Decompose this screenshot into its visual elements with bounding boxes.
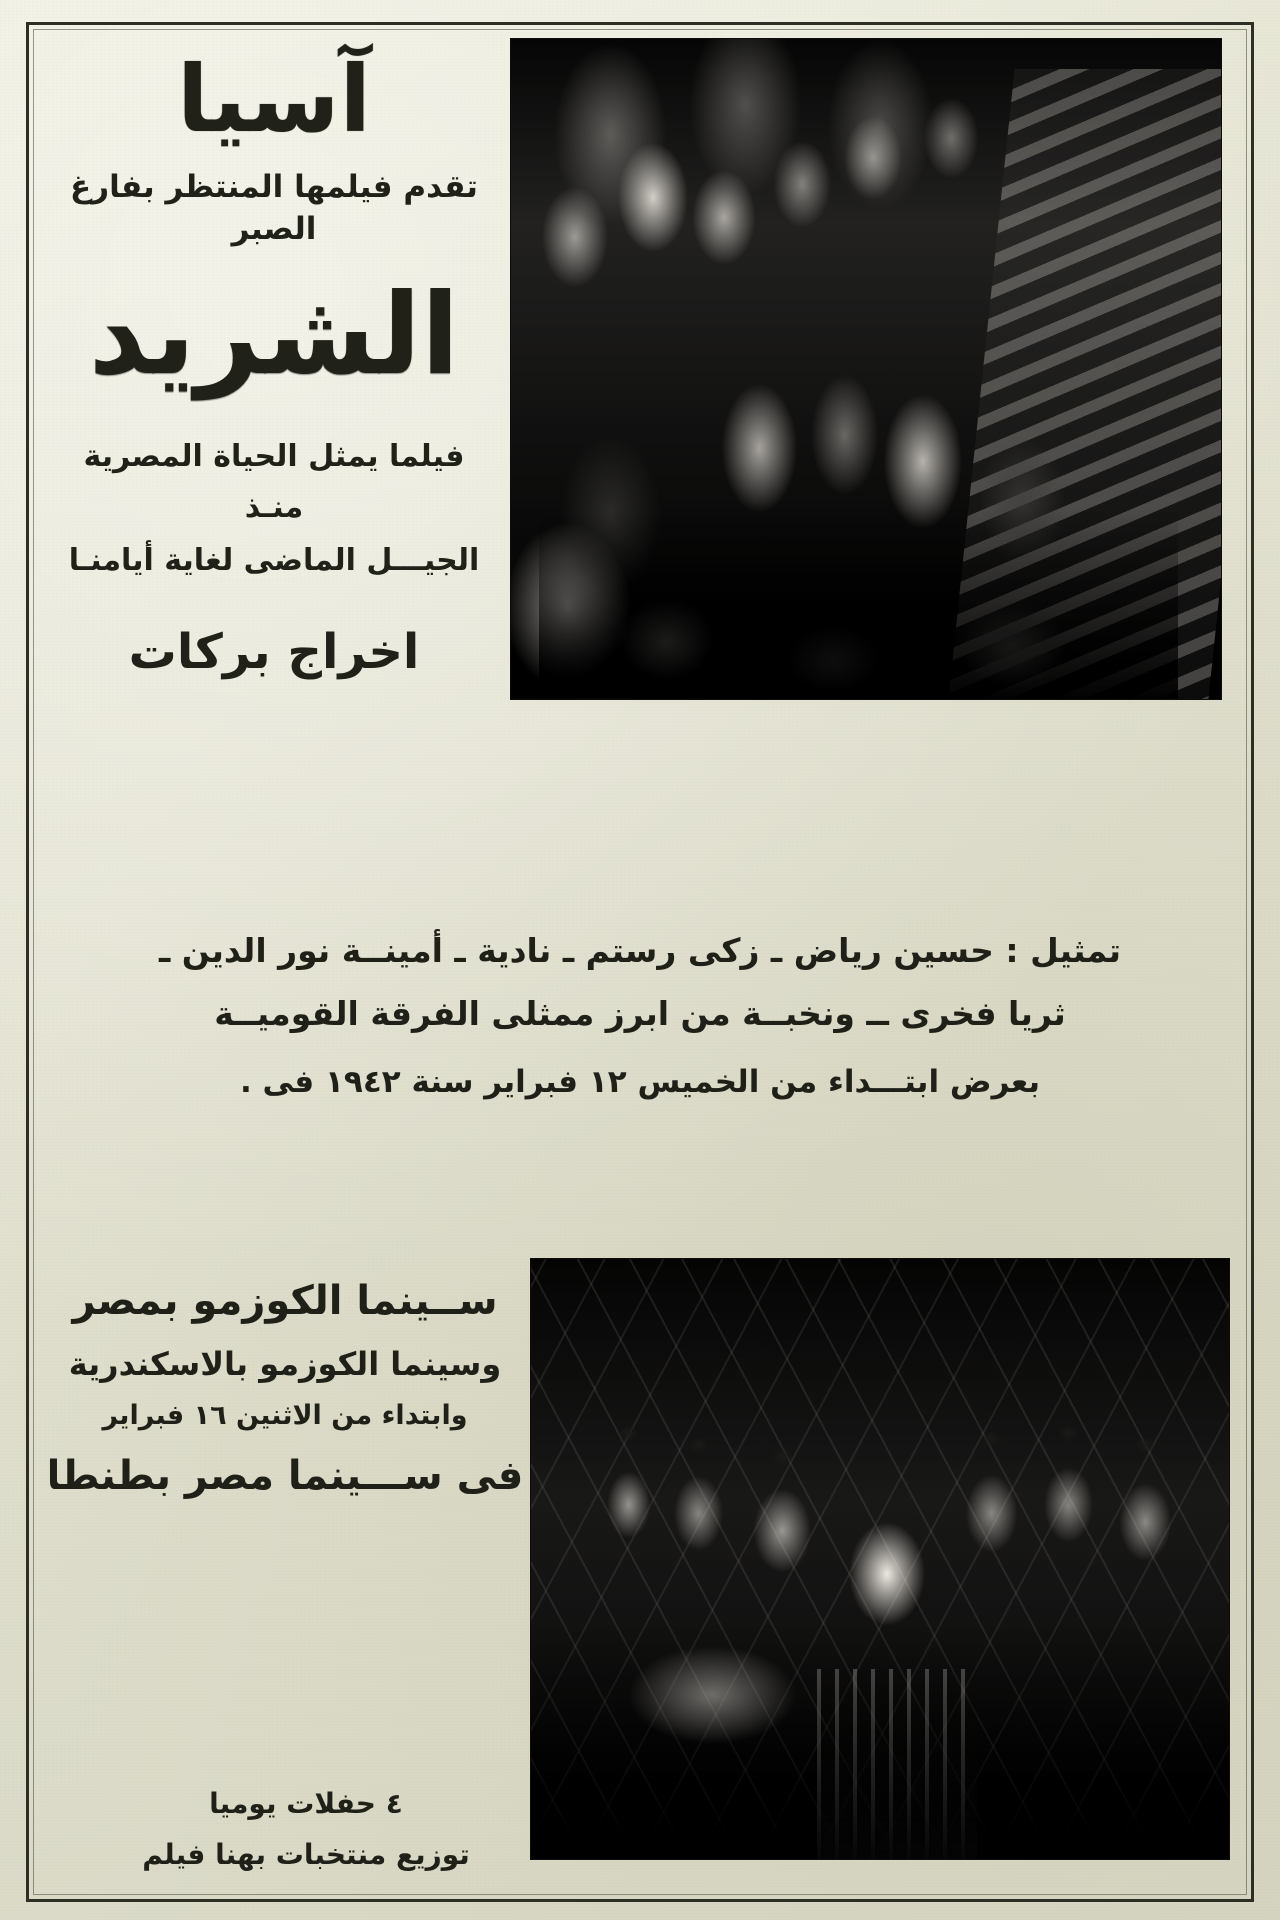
director-credit: اخراج بركات xyxy=(128,624,420,681)
title-column xyxy=(40,38,510,898)
release-date-line: بعرض ابتـــداء من الخميس ١٢ فبراير سنة ١٩٤٢ فى . xyxy=(239,1064,1040,1101)
cast-line-1: تمثيل : حسين رياض ـ زكى رستم ـ نادية ـ أمينــة نور الدين ـ xyxy=(159,931,1121,970)
distributor-line: توزيع منتخبات بهنا فيلم xyxy=(142,1837,470,1871)
photo-bottom-chair xyxy=(817,1669,977,1859)
shows-per-day-line: ٤ حفلات يوميا xyxy=(209,1787,403,1821)
tagline-line-1: فيلما يمثل الحياة المصرية منـذ xyxy=(83,439,465,526)
footer-block xyxy=(46,1779,566,1880)
tagline-line-2: الجيـــل الماضى لغاية أيامنـا xyxy=(68,543,480,579)
studio-name: آسيا xyxy=(176,46,372,153)
venue-line-4: فى ســـينما مصر بطنطا xyxy=(46,1452,524,1499)
venue-line-2: وسينما الكوزمو بالاسكندرية xyxy=(68,1345,502,1383)
photo-foliage xyxy=(539,509,1178,699)
venue-line-1: ســينما الكوزمو بمصر xyxy=(72,1278,498,1324)
wedding-hall-scene-photo xyxy=(510,38,1222,700)
film-title: الشريد xyxy=(88,270,460,401)
presents-line: تقدم فيلمها المنتظر بفارغ الصبر xyxy=(70,169,478,248)
venue-line-3: وابتداء من الاثنين ١٦ فبراير xyxy=(102,1400,468,1431)
musicians-ensemble-photo xyxy=(530,1258,1230,1860)
poster-top-section xyxy=(40,38,1240,898)
cast-line-2: ثريا فخرى ــ ونخبــة من ابرز ممثلى الفرقة القوميــة xyxy=(214,993,1066,1033)
credits-block xyxy=(46,920,1234,1111)
